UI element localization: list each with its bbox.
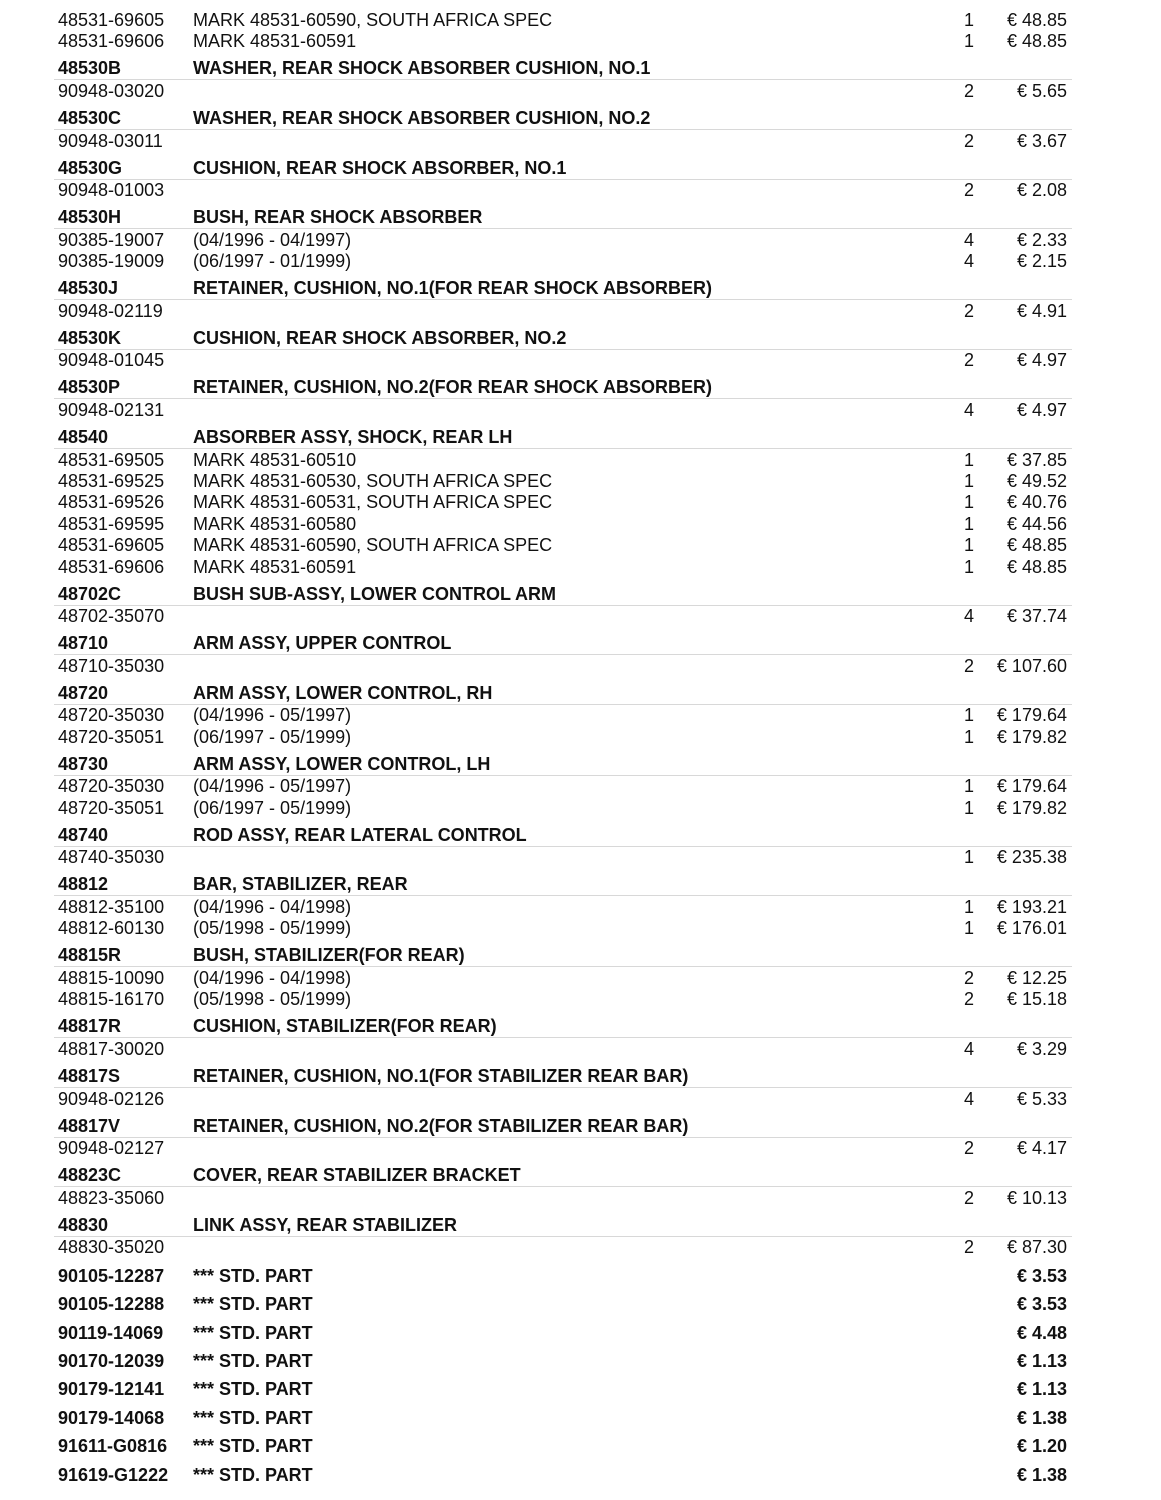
price: € 48.85 <box>1006 31 1067 51</box>
quantity: 1 <box>963 535 974 555</box>
quantity: 2 <box>963 656 974 676</box>
part-description: *** STD. PART <box>193 1323 313 1343</box>
part-number: 48823C <box>58 1165 122 1185</box>
part-number: 48530H <box>58 207 122 227</box>
part-description: MARK 48531-60510 <box>193 450 357 470</box>
price: € 48.85 <box>1006 10 1067 30</box>
part-description: (04/1996 - 05/1997) <box>193 776 352 796</box>
part-description: MARK 48531-60530, SOUTH AFRICA SPEC <box>193 471 553 491</box>
quantity: 4 <box>963 230 974 250</box>
price: € 1.13 <box>1016 1379 1067 1399</box>
quantity: 1 <box>963 918 974 938</box>
part-number: 48530K <box>58 328 122 348</box>
quantity: 2 <box>963 350 974 370</box>
part-number: 48530B <box>58 58 122 78</box>
part-description: CUSHION, REAR SHOCK ABSORBER, NO.2 <box>193 328 567 348</box>
part-number: 48530G <box>58 158 123 178</box>
quantity: 2 <box>963 1188 974 1208</box>
price: € 10.13 <box>1006 1188 1067 1208</box>
part-description: *** STD. PART <box>193 1408 313 1428</box>
quantity: 1 <box>963 10 974 30</box>
quantity: 1 <box>963 450 974 470</box>
part-number: 90179-14068 <box>58 1408 165 1428</box>
quantity: 1 <box>963 727 974 747</box>
part-description: WASHER, REAR SHOCK ABSORBER CUSHION, NO.1 <box>193 58 651 78</box>
price: € 4.97 <box>1016 350 1067 370</box>
part-number: 90179-12141 <box>58 1379 165 1399</box>
part-description: CUSHION, STABILIZER(FOR REAR) <box>193 1016 497 1036</box>
part-number: 91619-G1222 <box>58 1465 169 1485</box>
price: € 176.01 <box>996 918 1067 938</box>
quantity: 4 <box>963 1089 974 1109</box>
price: € 37.85 <box>1006 450 1067 470</box>
part-number: 48720-35051 <box>58 798 165 818</box>
quantity: 2 <box>963 989 974 1009</box>
part-number: 90948-02119 <box>58 301 163 321</box>
price: € 87.30 <box>1006 1237 1067 1257</box>
quantity: 2 <box>963 1237 974 1257</box>
price: € 3.53 <box>1016 1266 1067 1286</box>
part-description: BUSH, REAR SHOCK ABSORBER <box>193 207 483 227</box>
part-description: *** STD. PART <box>193 1436 313 1456</box>
price: € 4.48 <box>1016 1323 1067 1343</box>
part-description: *** STD. PART <box>193 1294 313 1314</box>
part-number: 90948-02126 <box>58 1089 165 1109</box>
part-number: 48740 <box>58 825 109 845</box>
part-description: BUSH, STABILIZER(FOR REAR) <box>193 945 465 965</box>
part-description: (04/1996 - 04/1998) <box>193 968 352 988</box>
part-number: 90170-12039 <box>58 1351 165 1371</box>
price: € 49.52 <box>1006 471 1067 491</box>
part-number: 48540 <box>58 427 109 447</box>
part-description: MARK 48531-60590, SOUTH AFRICA SPEC <box>193 535 553 555</box>
part-number: 91611-G0816 <box>58 1436 168 1456</box>
part-number: 48710 <box>58 633 109 653</box>
part-description: MARK 48531-60580 <box>193 514 357 534</box>
price: € 179.64 <box>996 705 1067 725</box>
quantity: 1 <box>963 31 974 51</box>
part-number: 48812 <box>58 874 109 894</box>
part-number: 48531-69505 <box>58 450 165 470</box>
part-number: 48830 <box>58 1215 109 1235</box>
quantity: 1 <box>963 798 974 818</box>
part-description: WASHER, REAR SHOCK ABSORBER CUSHION, NO.2 <box>193 108 651 128</box>
part-number: 48817V <box>58 1116 121 1136</box>
part-number: 48531-69605 <box>58 10 165 30</box>
part-description: (04/1996 - 04/1997) <box>193 230 352 250</box>
quantity: 2 <box>963 1138 974 1158</box>
price: € 44.56 <box>1006 514 1067 534</box>
part-number: 90948-02127 <box>58 1138 165 1158</box>
quantity: 4 <box>963 400 974 420</box>
part-number: 48815-10090 <box>58 968 165 988</box>
part-description: BUSH SUB-ASSY, LOWER CONTROL ARM <box>193 584 557 604</box>
part-description: (06/1997 - 05/1999) <box>193 798 352 818</box>
part-description: ABSORBER ASSY, SHOCK, REAR LH <box>193 427 513 447</box>
part-number: 90948-01003 <box>58 180 165 200</box>
part-number: 90948-01045 <box>58 350 165 370</box>
part-number: 90105-12288 <box>58 1294 165 1314</box>
part-description: (04/1996 - 04/1998) <box>193 897 352 917</box>
quantity: 1 <box>963 557 974 577</box>
price: € 4.97 <box>1016 400 1067 420</box>
part-number: 48720 <box>58 683 109 703</box>
part-number: 48530J <box>58 278 119 298</box>
quantity: 2 <box>963 81 974 101</box>
part-number: 48817S <box>58 1066 121 1086</box>
part-number: 48531-69526 <box>58 492 165 512</box>
price: € 235.38 <box>996 847 1067 867</box>
price: € 40.76 <box>1006 492 1067 512</box>
part-description: ROD ASSY, REAR LATERAL CONTROL <box>193 825 527 845</box>
price: € 5.65 <box>1016 81 1067 101</box>
quantity: 4 <box>963 1039 974 1059</box>
price: € 1.38 <box>1016 1408 1067 1428</box>
part-number: 48817R <box>58 1016 122 1036</box>
part-number: 48531-69525 <box>58 471 165 491</box>
quantity: 1 <box>963 471 974 491</box>
part-description: *** STD. PART <box>193 1379 313 1399</box>
part-description: COVER, REAR STABILIZER BRACKET <box>193 1165 521 1185</box>
part-number: 48720-35030 <box>58 705 165 725</box>
price: € 2.15 <box>1016 251 1067 271</box>
part-description: ARM ASSY, UPPER CONTROL <box>193 633 452 653</box>
price: € 15.18 <box>1006 989 1067 1009</box>
part-description: ARM ASSY, LOWER CONTROL, RH <box>193 683 493 703</box>
part-number: 48710-35030 <box>58 656 165 676</box>
price: € 4.17 <box>1016 1138 1067 1158</box>
part-description: BAR, STABILIZER, REAR <box>193 874 408 894</box>
price: € 107.60 <box>996 656 1067 676</box>
price: € 179.82 <box>996 727 1067 747</box>
price: € 3.67 <box>1016 131 1067 151</box>
quantity: 2 <box>963 301 974 321</box>
part-number: 90948-03020 <box>58 81 165 101</box>
part-number: 48815-16170 <box>58 989 165 1009</box>
quantity: 2 <box>963 180 974 200</box>
price: € 48.85 <box>1006 557 1067 577</box>
part-description: MARK 48531-60591 <box>193 31 357 51</box>
part-number: 48702-35070 <box>58 606 165 626</box>
part-number: 48531-69605 <box>58 535 165 555</box>
part-number: 48812-35100 <box>58 897 165 917</box>
part-number: 48812-60130 <box>58 918 165 938</box>
price: € 1.13 <box>1016 1351 1067 1371</box>
part-description: *** STD. PART <box>193 1351 313 1371</box>
part-number: 90105-12287 <box>58 1266 165 1286</box>
part-number: 90119-14069 <box>58 1323 164 1343</box>
part-number: 90385-19007 <box>58 230 165 250</box>
part-description: RETAINER, CUSHION, NO.2(FOR REAR SHOCK ABSORBER) <box>193 377 713 397</box>
part-number: 48720-35051 <box>58 727 165 747</box>
price: € 3.29 <box>1016 1039 1067 1059</box>
price: € 4.91 <box>1016 301 1067 321</box>
part-number: 48530C <box>58 108 122 128</box>
part-description: *** STD. PART <box>193 1266 313 1286</box>
part-description: ARM ASSY, LOWER CONTROL, LH <box>193 754 491 774</box>
price: € 179.82 <box>996 798 1067 818</box>
part-description: *** STD. PART <box>193 1465 313 1485</box>
price: € 5.33 <box>1016 1089 1067 1109</box>
quantity: 2 <box>963 968 974 988</box>
price: € 37.74 <box>1006 606 1067 626</box>
part-number: 48830-35020 <box>58 1237 165 1257</box>
quantity: 4 <box>963 251 974 271</box>
part-description: (06/1997 - 05/1999) <box>193 727 352 747</box>
part-number: 48740-35030 <box>58 847 165 867</box>
quantity: 4 <box>963 606 974 626</box>
quantity: 1 <box>963 492 974 512</box>
part-description: (05/1998 - 05/1999) <box>193 989 352 1009</box>
price: € 179.64 <box>996 776 1067 796</box>
part-number: 48531-69606 <box>58 557 165 577</box>
part-description: CUSHION, REAR SHOCK ABSORBER, NO.1 <box>193 158 567 178</box>
part-description: MARK 48531-60591 <box>193 557 357 577</box>
part-number: 90948-03011 <box>58 131 163 151</box>
part-number: 48720-35030 <box>58 776 165 796</box>
part-description: (06/1997 - 01/1999) <box>193 251 352 271</box>
price: € 12.25 <box>1006 968 1067 988</box>
part-description: (04/1996 - 05/1997) <box>193 705 352 725</box>
part-description: RETAINER, CUSHION, NO.2(FOR STABILIZER REAR BAR) <box>193 1116 689 1136</box>
part-number: 48730 <box>58 754 109 774</box>
part-description: MARK 48531-60531, SOUTH AFRICA SPEC <box>193 492 553 512</box>
price: € 48.85 <box>1006 535 1067 555</box>
part-number: 48530P <box>58 377 121 397</box>
part-description: RETAINER, CUSHION, NO.1(FOR REAR SHOCK ABSORBER) <box>193 278 713 298</box>
part-number: 90948-02131 <box>58 400 165 420</box>
quantity: 1 <box>963 776 974 796</box>
price: € 3.53 <box>1016 1294 1067 1314</box>
part-description: MARK 48531-60590, SOUTH AFRICA SPEC <box>193 10 553 30</box>
part-description: (05/1998 - 05/1999) <box>193 918 352 938</box>
price: € 2.08 <box>1016 180 1067 200</box>
part-number: 48815R <box>58 945 122 965</box>
quantity: 2 <box>963 131 974 151</box>
price: € 1.38 <box>1016 1465 1067 1485</box>
part-description: LINK ASSY, REAR STABILIZER <box>193 1215 458 1235</box>
price: € 2.33 <box>1016 230 1067 250</box>
part-number: 90385-19009 <box>58 251 165 271</box>
quantity: 1 <box>963 897 974 917</box>
quantity: 1 <box>963 705 974 725</box>
part-number: 48817-30020 <box>58 1039 165 1059</box>
part-number: 48702C <box>58 584 122 604</box>
quantity: 1 <box>963 514 974 534</box>
part-description: RETAINER, CUSHION, NO.1(FOR STABILIZER REAR BAR) <box>193 1066 689 1086</box>
part-number: 48531-69606 <box>58 31 165 51</box>
quantity: 1 <box>963 847 974 867</box>
price: € 193.21 <box>996 897 1067 917</box>
part-number: 48531-69595 <box>58 514 165 534</box>
price: € 1.20 <box>1016 1436 1067 1456</box>
part-number: 48823-35060 <box>58 1188 165 1208</box>
